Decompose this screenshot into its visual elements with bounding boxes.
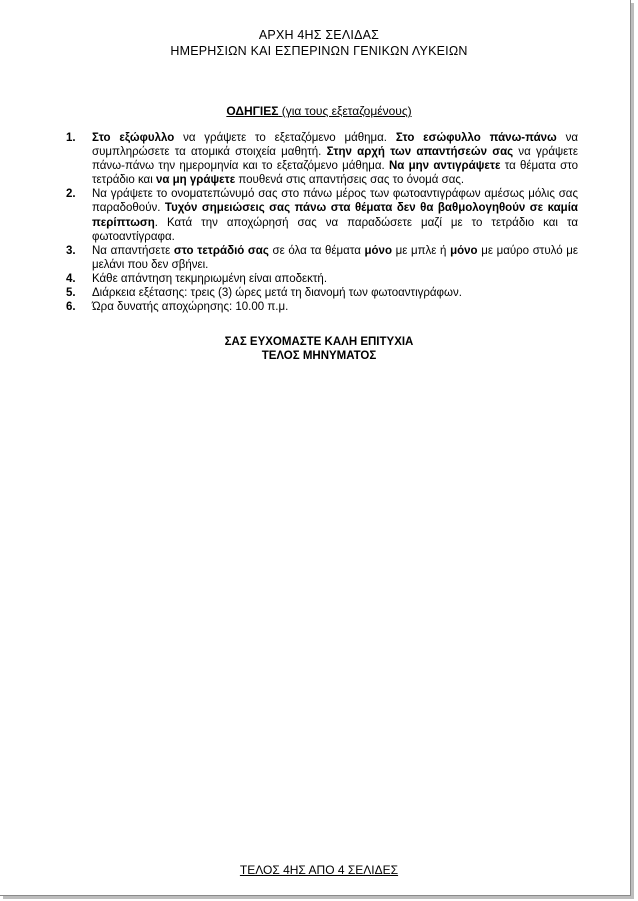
instruction-text-plain: πουθενά στις απαντήσεις σας το όνομά σας. bbox=[235, 174, 465, 187]
instruction-number: 5. bbox=[66, 287, 76, 300]
instructions-title bbox=[0, 104, 638, 118]
instruction-item bbox=[66, 131, 578, 187]
closing-line-1: ΣΑΣ ΕΥΧΟΜΑΣΤΕ ΚΑΛΗ ΕΠΙΤΥΧΙΑ bbox=[224, 336, 414, 348]
instruction-item bbox=[66, 187, 578, 243]
instruction-text-plain: να συμπληρώσετε τα ατομικά στοιχεία μαθητή. bbox=[92, 132, 578, 159]
instruction-text bbox=[92, 273, 327, 285]
closing-message bbox=[0, 335, 638, 363]
instruction-text-plain: Να γράψετε το ονοματεπώνυμό σας στο πάνω μέρος των φωτοαντιγράφων αμέσως μόλις σας παραδοθούν. bbox=[92, 188, 578, 215]
header-line-2: ΗΜΕΡΗΣΙΩΝ ΚΑΙ ΕΣΠΕΡΙΝΩΝ ΓΕΝΙΚΩΝ ΛΥΚΕΙΩΝ bbox=[170, 44, 468, 58]
instruction-text-plain: . Κατά την αποχώρησή σας να παραδώσετε μαζί με το τετράδιο και τα φωτοαντίγραφα. bbox=[92, 216, 578, 243]
header-line-1: ΑΡΧΗ 4ΗΣ ΣΕΛΙΔΑΣ bbox=[258, 28, 380, 42]
instruction-number: 3. bbox=[66, 244, 76, 257]
instruction-text-bold: μόνο bbox=[450, 244, 478, 257]
instruction-text-plain: Να απαντήσετε bbox=[92, 244, 174, 257]
instruction-item bbox=[66, 272, 578, 286]
instruction-text bbox=[92, 287, 462, 299]
instruction-item bbox=[66, 286, 578, 300]
instruction-number: 2. bbox=[66, 188, 76, 201]
instruction-text-plain: με μπλε ή bbox=[391, 244, 451, 257]
instruction-number: 6. bbox=[66, 301, 76, 314]
instruction-text-plain: τα θέματα στο τετράδιο και bbox=[92, 160, 578, 187]
page-header bbox=[0, 27, 638, 59]
instruction-text-plain: Ώρα δυνατής αποχώρησης: 10.00 π.μ. bbox=[92, 301, 289, 314]
instruction-text-bold: Στο εσώφυλλο πάνω-πάνω bbox=[395, 132, 557, 144]
closing-line-2: ΤΕΛΟΣ ΜΗΝΥΜΑΤΟΣ bbox=[261, 350, 377, 362]
instructions-title-paren: (για τους εξεταζομένους) bbox=[281, 104, 412, 118]
instruction-text-bold: Τυχόν σημειώσεις σας πάνω στα θέματα δεν θα βαθμολογηθούν σε καμία περίπτωση bbox=[92, 202, 578, 229]
instruction-number: 1. bbox=[66, 132, 76, 144]
instruction-text-bold: μόνο bbox=[364, 244, 392, 257]
instruction-item bbox=[66, 300, 578, 314]
instruction-text-bold: Στο εξώφυλλο bbox=[92, 132, 175, 144]
page-footer: ΤΕΛΟΣ 4ΗΣ ΑΠΟ 4 ΣΕΛΙΔΕΣ bbox=[239, 863, 399, 877]
instruction-text-plain: με μαύρο στυλό με μελάνι που δεν σβήνει. bbox=[92, 244, 578, 271]
instruction-text bbox=[92, 301, 288, 313]
instruction-text-plain: σε όλα τα θέματα bbox=[268, 244, 365, 257]
instruction-text-bold: να μη γράψετε bbox=[155, 174, 236, 187]
instruction-text-plain: Κάθε απάντηση τεκμηριωμένη είναι αποδεκτή. bbox=[92, 272, 328, 285]
instruction-text-plain: Διάρκεια εξέτασης: τρεις (3) ώρες μετά τη διανομή των φωτοαντιγράφων. bbox=[92, 287, 462, 300]
instruction-number: 4. bbox=[66, 272, 76, 285]
instructions-title-main: ΟΔΗΓΙΕΣ bbox=[226, 104, 279, 118]
instruction-item bbox=[66, 244, 578, 272]
instruction-text bbox=[92, 188, 578, 242]
instruction-text bbox=[92, 132, 578, 186]
instruction-text-plain: να γράψετε πάνω-πάνω την ημερομηνία και το εξεταζόμενο μάθημα. bbox=[92, 146, 578, 173]
instruction-text-bold: στο τετράδιό σας bbox=[173, 244, 269, 257]
instruction-text-bold: Στην αρχή των απαντήσεών σας bbox=[326, 146, 514, 159]
instruction-text-plain: να γράψετε το εξεταζόμενο μάθημα. bbox=[174, 132, 396, 144]
instruction-text bbox=[92, 245, 578, 271]
instruction-text-bold: Να μην αντιγράψετε bbox=[388, 160, 501, 173]
instructions-list bbox=[66, 131, 578, 314]
